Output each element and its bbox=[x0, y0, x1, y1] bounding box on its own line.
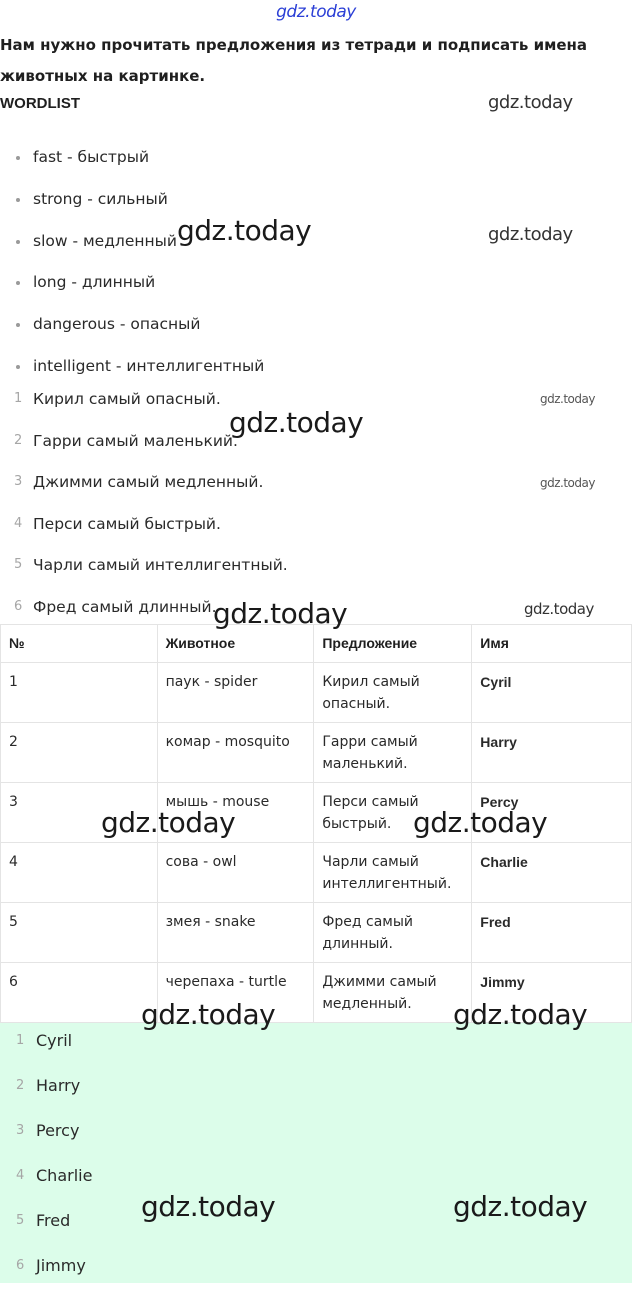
watermark: gdz.today bbox=[524, 600, 594, 618]
cell-number: 2 bbox=[1, 723, 158, 783]
answer-item: 4 Charlie bbox=[0, 1162, 92, 1207]
list-item: long - длинный bbox=[0, 265, 264, 307]
cell-number: 4 bbox=[1, 843, 158, 903]
answer-item: 2 Harry bbox=[0, 1072, 92, 1117]
cell-name: Percy bbox=[472, 783, 632, 843]
cell-number: 5 bbox=[1, 903, 158, 963]
wordlist-heading: WORDLIST bbox=[0, 95, 80, 112]
cell-number: 6 bbox=[1, 963, 158, 1023]
sentence-item: 4 Перси самый быстрый. bbox=[0, 510, 288, 552]
cell-animal: комар - mosquito bbox=[157, 723, 314, 783]
column-header-sentence: Предложение bbox=[314, 625, 472, 663]
answer-list bbox=[0, 1027, 92, 1297]
cell-sentence: Перси самый быстрый. bbox=[314, 783, 472, 843]
watermark: gdz.today bbox=[488, 92, 573, 113]
answer-item: 6 Jimmy bbox=[0, 1252, 92, 1297]
sentence-item: 2 Гарри самый маленький. bbox=[0, 427, 288, 469]
answer-item: 3 Percy bbox=[0, 1117, 92, 1162]
table-row bbox=[1, 663, 632, 723]
list-item: intelligent - интеллигентный bbox=[0, 349, 264, 391]
list-item: fast - быстрый bbox=[0, 140, 264, 182]
item-number: 1 bbox=[14, 391, 23, 406]
watermark: gdz.today bbox=[229, 406, 364, 439]
table-row bbox=[1, 843, 632, 903]
column-header-name: Имя bbox=[472, 625, 632, 663]
item-number: 1 bbox=[16, 1033, 25, 1048]
item-number: 6 bbox=[14, 598, 23, 614]
answer-item: 5 Fred bbox=[0, 1207, 92, 1252]
cell-name: Cyril bbox=[472, 663, 632, 723]
watermark: gdz.today bbox=[177, 214, 312, 247]
watermark: gdz.today bbox=[141, 1190, 276, 1223]
column-header-animal: Животное bbox=[157, 625, 314, 663]
watermark: gdz.today bbox=[453, 998, 588, 1031]
item-number: 6 bbox=[16, 1258, 25, 1273]
item-number: 5 bbox=[14, 557, 23, 573]
cell-name: Jimmy bbox=[472, 963, 632, 1023]
wordlist bbox=[0, 140, 264, 391]
item-number: 4 bbox=[16, 1168, 25, 1183]
task-text: Нам нужно прочитать предложения из тетради и подписать имена животных на картинке. bbox=[0, 36, 588, 85]
cell-animal: мышь - mouse bbox=[157, 783, 314, 843]
column-header-number: № bbox=[1, 625, 158, 663]
table-row bbox=[1, 783, 632, 843]
watermark: gdz.today bbox=[141, 998, 276, 1031]
list-item: slow - медленный bbox=[0, 224, 264, 266]
cell-sentence: Кирил самый опасный. bbox=[314, 663, 472, 723]
table-row bbox=[1, 963, 632, 1023]
cell-name: Charlie bbox=[472, 843, 632, 903]
bullet-icon bbox=[16, 323, 20, 327]
watermark: gdz.today bbox=[540, 476, 595, 490]
animals-table bbox=[0, 624, 632, 1023]
watermark: gdz.today bbox=[540, 392, 595, 406]
site-logo[interactable]: gdz.today bbox=[276, 2, 356, 22]
cell-animal: черепаха - turtle bbox=[157, 963, 314, 1023]
watermark: gdz.today bbox=[488, 224, 573, 245]
cell-name: Fred bbox=[472, 903, 632, 963]
sentence-item: 6 Фред самый длинный. bbox=[0, 593, 288, 635]
sentence-item: 3 Джимми самый медленный. bbox=[0, 468, 288, 510]
item-number: 3 bbox=[14, 474, 23, 490]
bullet-icon bbox=[16, 156, 20, 160]
answer-block bbox=[0, 1023, 632, 1283]
item-number: 2 bbox=[14, 432, 23, 448]
table-row bbox=[1, 903, 632, 963]
cell-sentence: Фред самый длинный. bbox=[314, 903, 472, 963]
sentence-item: 1 Кирил самый опасный. bbox=[0, 385, 288, 427]
cell-number: 3 bbox=[1, 783, 158, 843]
bullet-icon bbox=[16, 198, 20, 202]
cell-animal: паук - spider bbox=[157, 663, 314, 723]
item-number: 4 bbox=[14, 515, 23, 531]
watermark: gdz.today bbox=[413, 806, 548, 839]
cell-sentence: Гарри самый маленький. bbox=[314, 723, 472, 783]
table-header-row bbox=[1, 625, 632, 663]
cell-number: 1 bbox=[1, 663, 158, 723]
item-number: 2 bbox=[16, 1078, 25, 1093]
sentence-item: 5 Чарли самый интеллигентный. bbox=[0, 551, 288, 593]
bullet-icon bbox=[16, 281, 20, 285]
table-row bbox=[1, 723, 632, 783]
answer-item: 1 Cyril bbox=[0, 1027, 92, 1072]
list-item: dangerous - опасный bbox=[0, 307, 264, 349]
bullet-icon bbox=[16, 365, 20, 369]
cell-name: Harry bbox=[472, 723, 632, 783]
watermark: gdz.today bbox=[101, 806, 236, 839]
item-number: 5 bbox=[16, 1213, 25, 1228]
watermark: gdz.today bbox=[453, 1190, 588, 1223]
sentence-list bbox=[0, 385, 288, 635]
list-item: strong - сильный bbox=[0, 182, 264, 224]
cell-sentence: Джимми самый медленный. bbox=[314, 963, 472, 1023]
watermark: gdz.today bbox=[213, 597, 348, 630]
item-number: 3 bbox=[16, 1123, 25, 1138]
cell-sentence: Чарли самый интеллигентный. bbox=[314, 843, 472, 903]
cell-animal: змея - snake bbox=[157, 903, 314, 963]
bullet-icon bbox=[16, 240, 20, 244]
cell-animal: сова - owl bbox=[157, 843, 314, 903]
